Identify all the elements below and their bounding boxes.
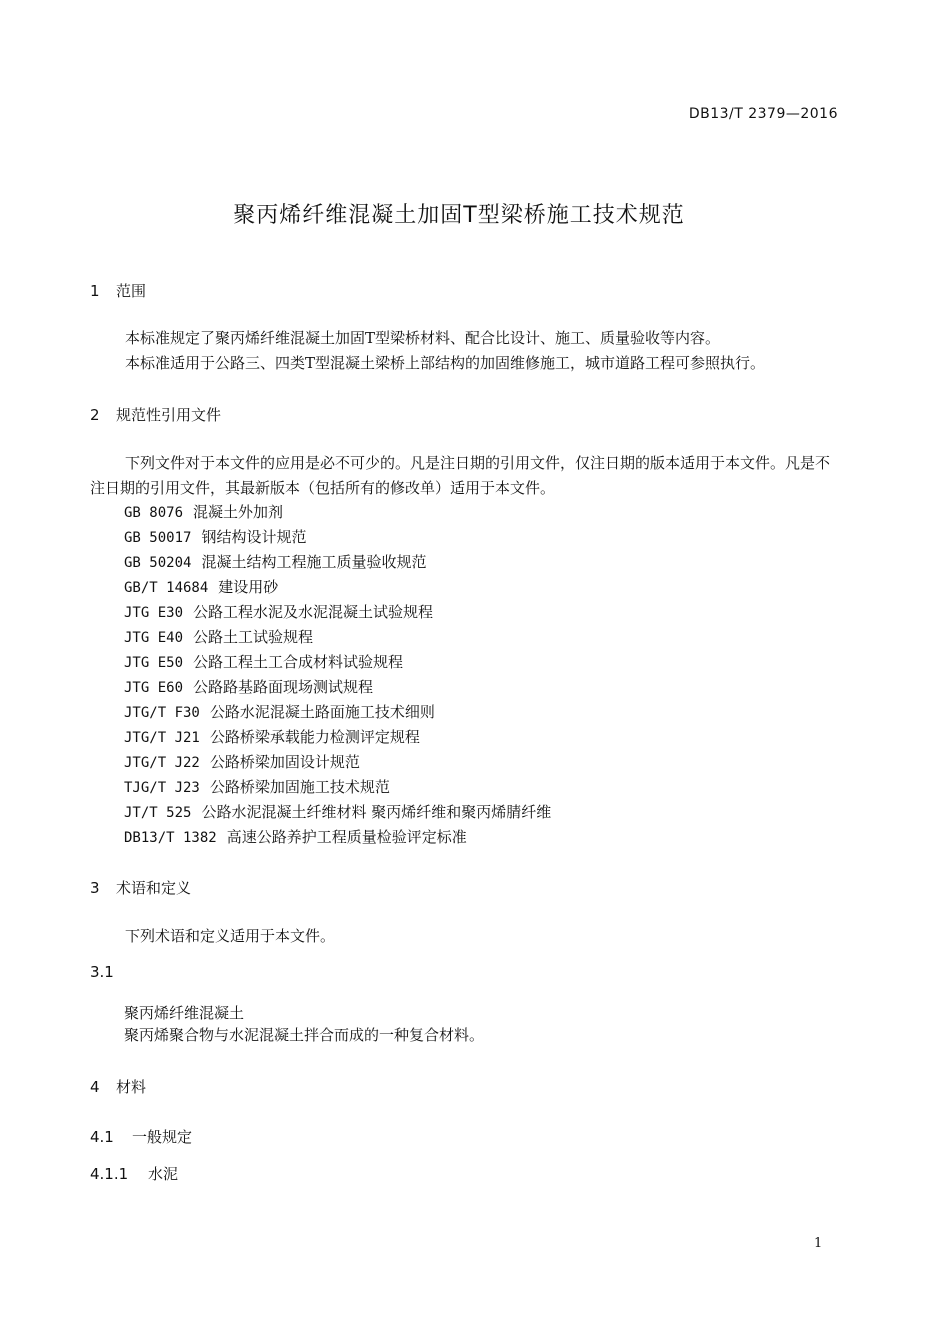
- reference-title: 公路水泥混凝土路面施工技术细则: [209, 703, 435, 721]
- reference-title: 高速公路养护工程质量检验评定标准: [226, 828, 467, 846]
- reference-code: JTG E50: [124, 655, 184, 671]
- reference-code: JT/T 525: [124, 805, 192, 821]
- reference-item: [124, 600, 551, 625]
- reference-title: 混凝土结构工程施工质量验收规范: [201, 553, 427, 571]
- subsection-3-1-heading: [90, 963, 114, 981]
- reference-title: 公路工程水泥及水泥混凝土试验规程: [193, 603, 434, 621]
- reference-code: GB/T 14684: [124, 580, 209, 596]
- reference-code: JTG E40: [124, 630, 184, 646]
- reference-title: 公路水泥混凝土纤维材料 聚丙烯纤维和聚丙烯腈纤维: [201, 803, 552, 821]
- section-1-body: [90, 326, 830, 376]
- reference-title: 公路工程土工合成材料试验规程: [193, 653, 404, 671]
- reference-code: JTG/T J21: [124, 730, 200, 746]
- reference-list: [124, 500, 551, 850]
- reference-title: 公路桥梁加固设计规范: [209, 753, 360, 771]
- reference-item: [124, 575, 551, 600]
- section-title: 规范性引用文件: [116, 406, 222, 424]
- subsection-number: 3.1: [90, 963, 114, 981]
- section-4-heading: [90, 1076, 146, 1097]
- section-1-heading: [90, 280, 146, 301]
- reference-code: JTG/T J22: [124, 755, 200, 771]
- section-title: 范围: [116, 282, 147, 300]
- paragraph: 下列术语和定义适用于本文件。: [125, 927, 336, 945]
- section-number: 3: [90, 879, 100, 897]
- subsection-4-1-1-heading: [90, 1163, 178, 1184]
- reference-item: [124, 650, 551, 675]
- reference-item: [124, 525, 551, 550]
- section-title: 术语和定义: [116, 879, 192, 897]
- subsection-title: 一般规定: [132, 1128, 193, 1146]
- reference-title: 公路路基路面现场测试规程: [193, 678, 374, 696]
- reference-code: GB 50204: [124, 555, 192, 571]
- subsection-number: 4.1.1: [90, 1165, 129, 1183]
- term-name: 聚丙烯纤维混凝土: [124, 1004, 245, 1022]
- section-2-heading: [90, 404, 221, 425]
- paragraph: 本标准规定了聚丙烯纤维混凝土加固T型梁桥材料、配合比设计、施工、质量验收等内容。: [125, 329, 721, 347]
- reference-code: GB 8076: [124, 505, 184, 521]
- section-3-heading: [90, 877, 191, 898]
- subsection-number: 4.1: [90, 1128, 114, 1146]
- section-3-intro: [90, 924, 830, 949]
- reference-item: [124, 825, 551, 850]
- reference-title: 建设用砂: [218, 578, 279, 596]
- section-number: 4: [90, 1078, 100, 1096]
- reference-item: [124, 750, 551, 775]
- reference-code: JTG/T F30: [124, 705, 200, 721]
- reference-title: 公路桥梁承载能力检测评定规程: [209, 728, 420, 746]
- reference-title: 钢结构设计规范: [201, 528, 307, 546]
- subsection-4-1-heading: [90, 1126, 192, 1147]
- reference-code: JTG E60: [124, 680, 184, 696]
- section-number: 2: [90, 406, 100, 424]
- reference-code: DB13/T 1382: [124, 830, 217, 846]
- reference-title: 公路桥梁加固施工技术规范: [209, 778, 390, 796]
- reference-item: [124, 700, 551, 725]
- paragraph: 下列文件对于本文件的应用是必不可少的。凡是注日期的引用文件，仅注日期的版本适用于本文件。凡是不注日期的引用文件，其最新版本（包括所有的修改单）适用于本文件。: [90, 454, 831, 497]
- reference-item: [124, 550, 551, 575]
- section-title: 材料: [116, 1078, 147, 1096]
- reference-title: 公路土工试验规程: [193, 628, 314, 646]
- reference-item: [124, 625, 551, 650]
- reference-item: [124, 500, 551, 525]
- page-number: 1: [814, 1236, 823, 1251]
- section-number: 1: [90, 282, 100, 300]
- reference-item: [124, 675, 551, 700]
- reference-code: TJG/T J23: [124, 780, 200, 796]
- document-code: DB13/T 2379—2016: [688, 106, 838, 122]
- term-definition: 聚丙烯聚合物与水泥混凝土拌合而成的一种复合材料。: [124, 1026, 485, 1044]
- reference-code: GB 50017: [124, 530, 192, 546]
- reference-item: [124, 775, 551, 800]
- document-title: 聚丙烯纤维混凝土加固T型梁桥施工技术规范: [233, 203, 685, 228]
- reference-item: [124, 800, 551, 825]
- reference-title: 混凝土外加剂: [193, 503, 284, 521]
- subsection-title: 水泥: [148, 1165, 179, 1183]
- section-2-intro: [90, 451, 830, 501]
- paragraph: 本标准适用于公路三、四类T型混凝土梁桥上部结构的加固维修施工，城市道路工程可参照执行。: [125, 354, 766, 372]
- reference-code: JTG E30: [124, 605, 184, 621]
- reference-item: [124, 725, 551, 750]
